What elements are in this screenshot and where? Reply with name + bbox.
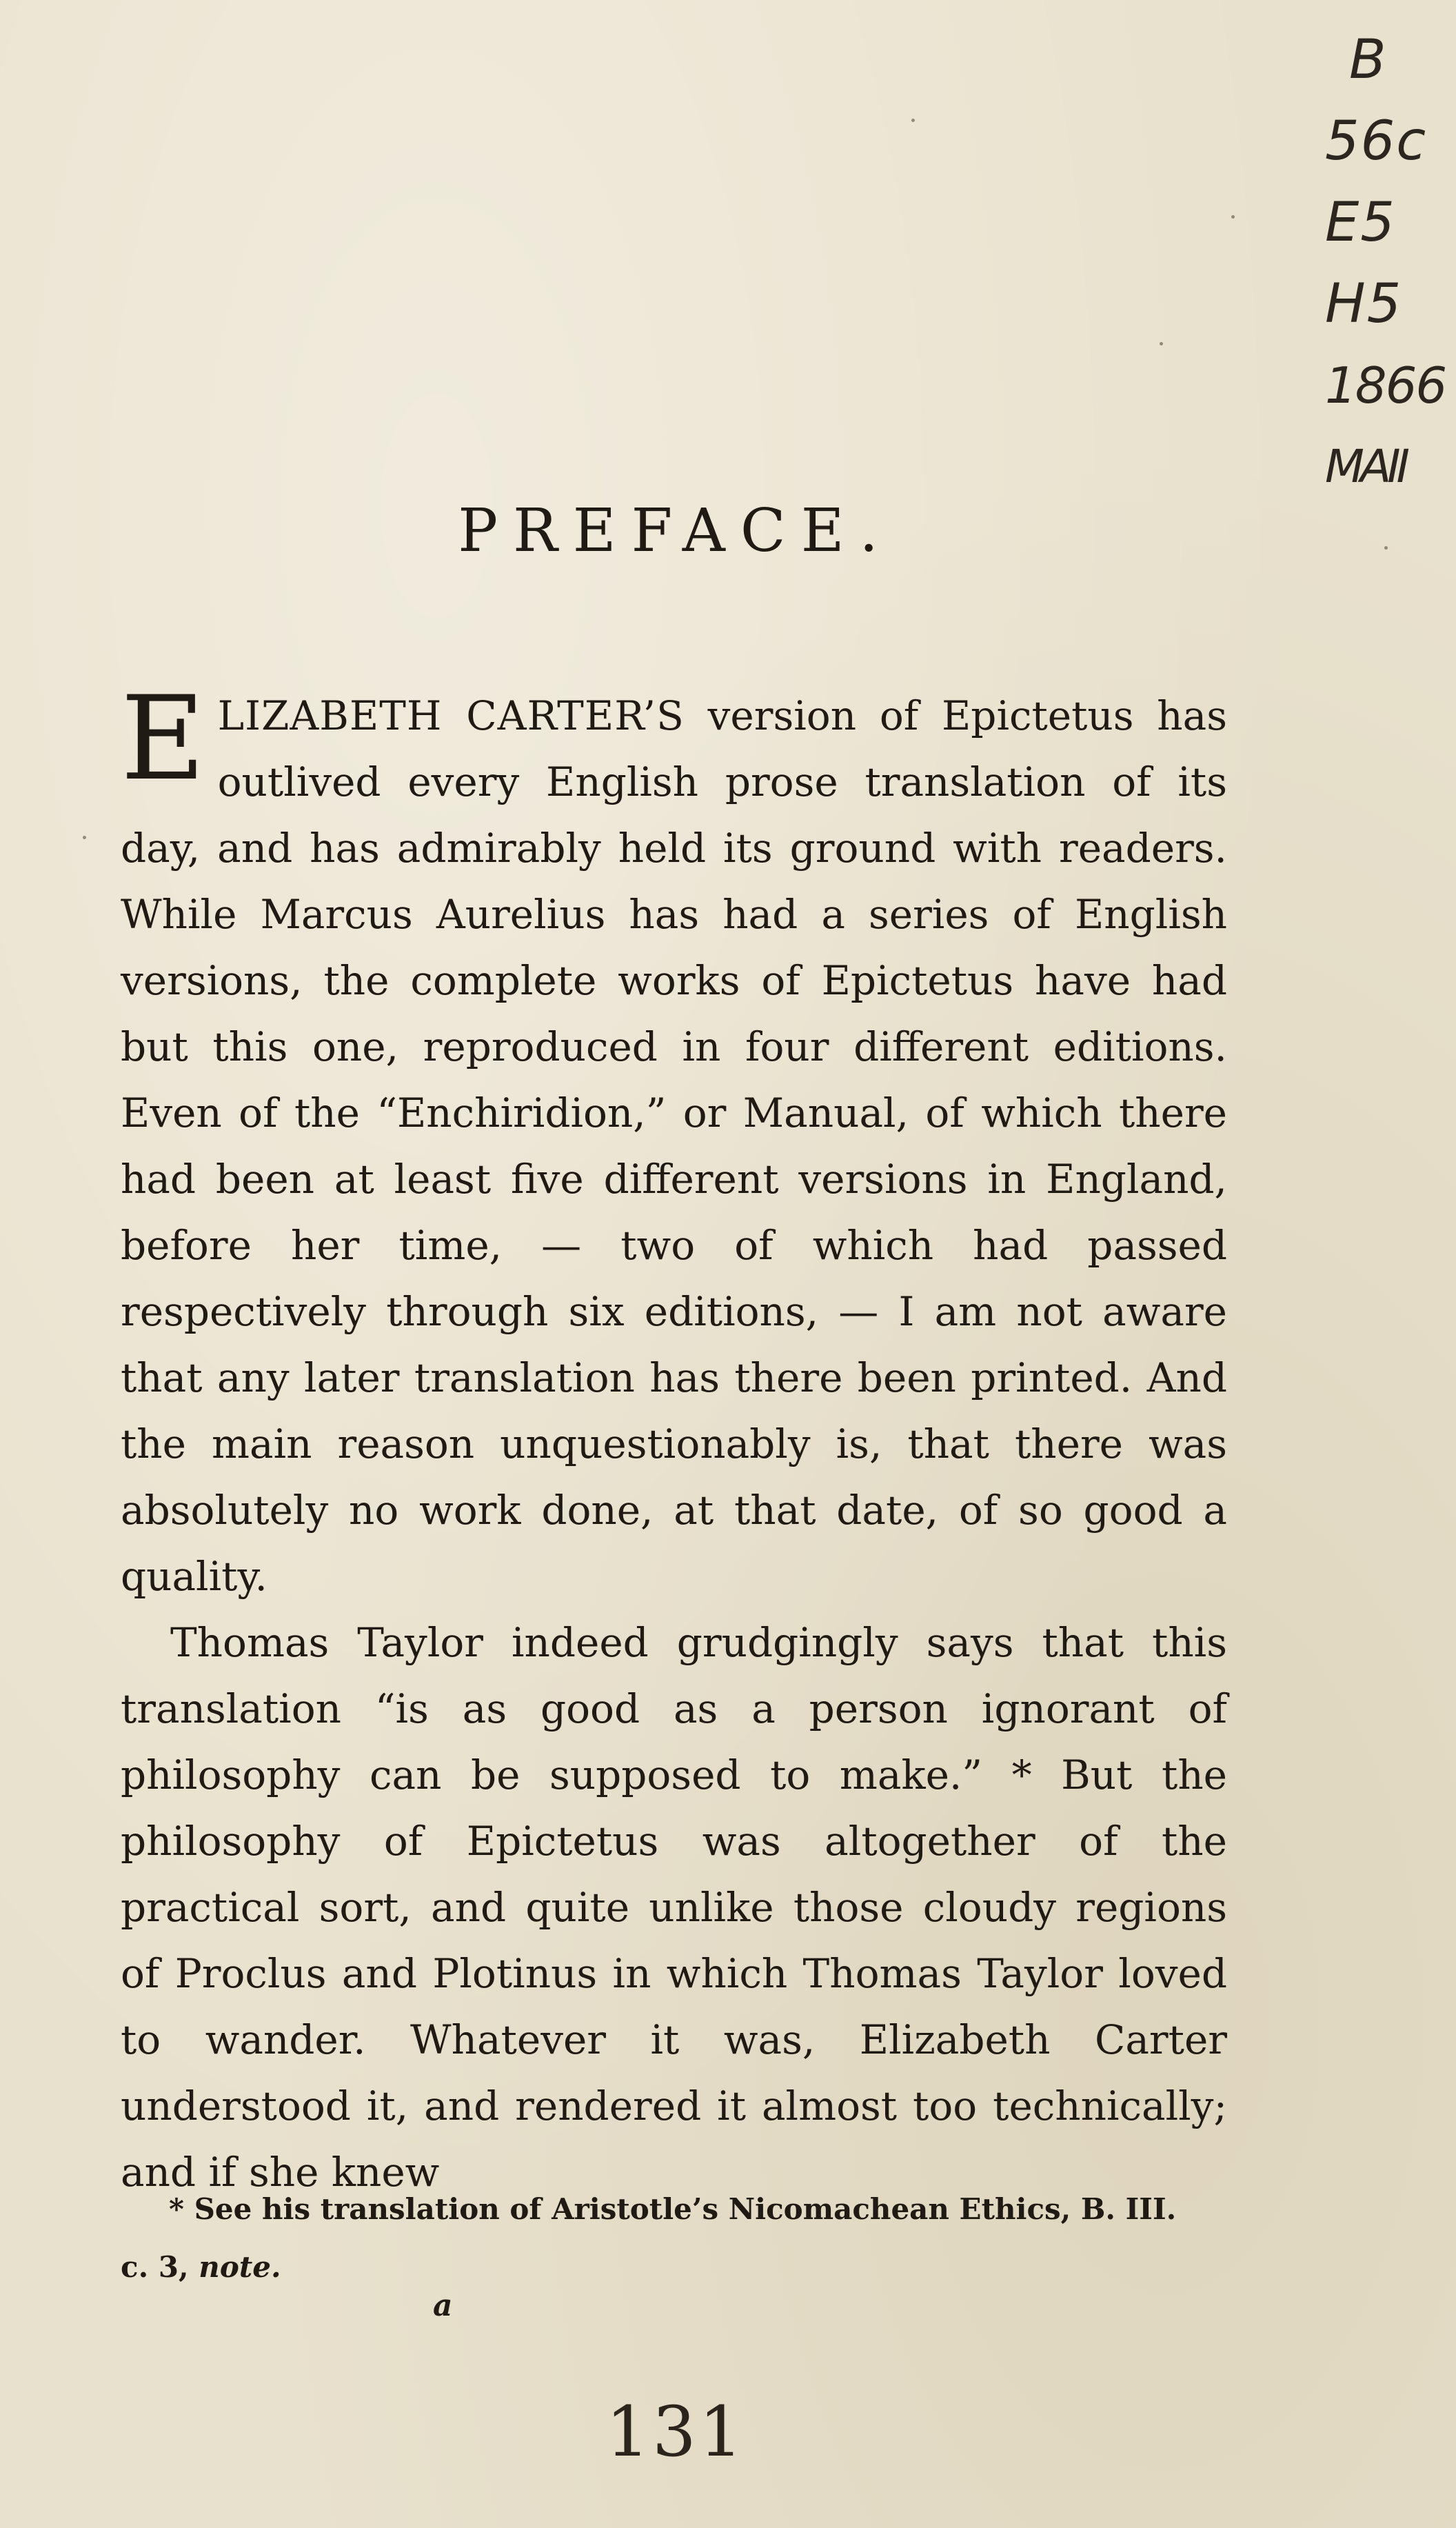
paragraph-1-lead: LIZABETH CARTER’S [217, 692, 685, 739]
call-number-line: 1866 [1325, 357, 1446, 414]
page-number: 131 [605, 2391, 746, 2472]
paper-speck [1231, 215, 1235, 219]
paragraph-1-text: version of Epictetus has outlived every English prose translation of its day, and has admirably held its ground with readers. While Marcus Aurelius has had a series of English versions, the complete works of Epictetus have had but this one, reproduced in four different editions. Even of the “Enchiridion,” or Manual, of which there had been at least five different versions in England, before her time, — two of which had passed respectively through six editions, — I am not aware that any later translation has there been printed. And the main reason unquestionably is, that there was absolutely no work done, at that date, of so good a quality. [121, 692, 1228, 1600]
call-number-line: MAII [1325, 440, 1406, 493]
paper-speck [1160, 342, 1163, 345]
call-number-line: 56c [1325, 110, 1428, 172]
handwritten-call-number [1311, 19, 1456, 508]
call-number-line: H5 [1325, 273, 1403, 335]
paragraph-2: Thomas Taylor indeed grudgingly says that this translation “is as good as a person ignorant of philosophy can be supposed to make.” * But the philosophy of Epictetus was altogether of the practical sort, and quite unlike those cloudy regions of Proclus and Plotinus in which Thomas Taylor loved to wander. Whatever it was, Elizabeth Carter understood it, and rendered it almost too technically; and if she knew [121, 1619, 1227, 2196]
footnote-line-2 [121, 2238, 1227, 2296]
footnote-note-word: note. [199, 2250, 281, 2284]
call-number-line: B [1349, 29, 1388, 91]
signature-mark: a [433, 2288, 453, 2323]
paper-speck [911, 119, 915, 122]
call-number-line: E5 [1325, 192, 1396, 254]
paragraph-1 [121, 671, 1228, 1609]
footnote-line-1: * See his translation of Aristotle’s Nicomachean Ethics, B. III. [169, 2192, 1177, 2226]
body-text [121, 671, 1228, 2205]
footnote-line-2-prefix: c. 3, [121, 2250, 189, 2284]
paper-speck [83, 836, 86, 839]
footnote [121, 2180, 1227, 2296]
drop-cap: E [121, 671, 205, 806]
paper-speck [1384, 546, 1388, 550]
page-title: PREFACE. [458, 496, 893, 565]
